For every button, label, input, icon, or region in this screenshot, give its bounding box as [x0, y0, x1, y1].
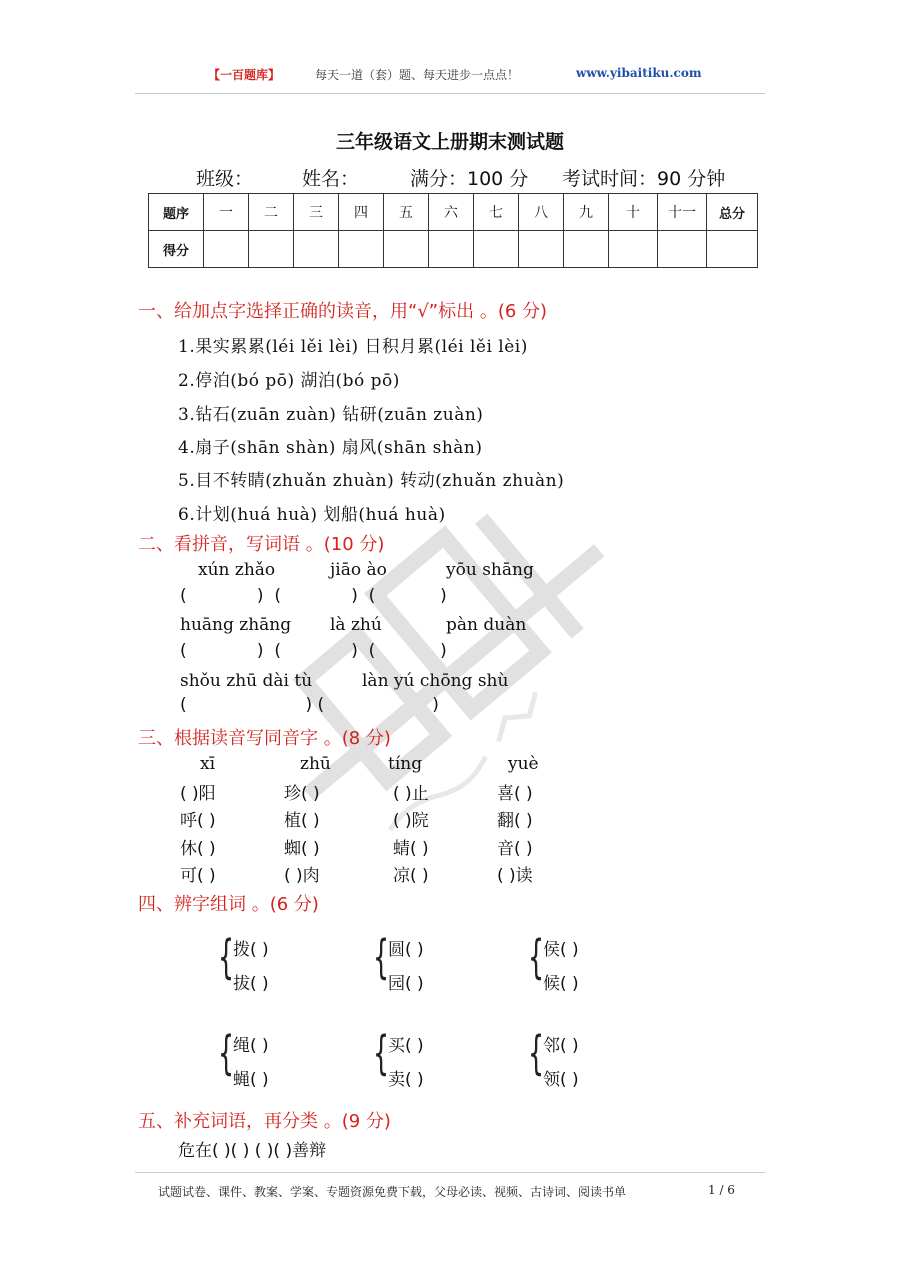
brace-icon: { — [373, 1026, 390, 1080]
s2-pinyin: là zhú — [330, 615, 382, 635]
footer-text: 试题试卷、课件、教案、学案、专题资源免费下载，父母必读、视频、古诗词、阅读书单 — [158, 1185, 627, 1199]
score-table-score-row — [149, 231, 758, 268]
table-col: 十 — [609, 194, 658, 231]
score-cell[interactable] — [429, 231, 474, 268]
s1-line-4: 4.扇子(shān shàn) 扇风(shān shàn) — [178, 438, 483, 458]
name-label: 姓名： — [302, 168, 360, 190]
s2-answer-row[interactable]: ( ) ( ) ( ) — [180, 586, 447, 606]
s2-pinyin: huāng zhāng — [180, 615, 292, 635]
s1-line-1: 1.果实累累(léi lěi lèi) 日积月累(léi lěi lèi) — [178, 337, 528, 357]
s3-item[interactable]: ( )阳 — [180, 784, 216, 804]
brace-icon: { — [528, 930, 545, 984]
s4-item[interactable]: 圆( ) — [388, 940, 424, 960]
s1-line-2: 2.停泊(bó pō) 湖泊(bó pō) — [178, 371, 400, 391]
score-cell[interactable] — [339, 231, 384, 268]
s3-item[interactable]: 凉( ) — [393, 866, 429, 886]
brace-icon: { — [528, 1026, 545, 1080]
score-cell[interactable] — [294, 231, 339, 268]
s5-line-1[interactable]: 危在( )( ) ( )( )善辩 — [178, 1141, 327, 1161]
s3-item[interactable]: ( )院 — [393, 811, 429, 831]
table-col: 四 — [339, 194, 384, 231]
exam-time-label: 考试时间：90 分钟 — [562, 168, 726, 190]
s4-item[interactable]: 领( ) — [543, 1070, 579, 1090]
s3-item[interactable]: 休( ) — [180, 839, 216, 859]
s3-pinyin: yuè — [508, 754, 539, 774]
table-col: 二 — [249, 194, 294, 231]
header-brand: 【一百题库】 — [208, 68, 281, 82]
s4-item[interactable]: 候( ) — [543, 974, 579, 994]
s3-item[interactable]: 可( ) — [180, 866, 216, 886]
section-2-heading: 二、看拼音，写词语 。(10 分) — [138, 534, 385, 555]
s3-pinyin: zhū — [300, 754, 331, 774]
s2-pinyin: shǒu zhū dài tù — [180, 671, 313, 691]
table-col: 六 — [429, 194, 474, 231]
table-col: 七 — [474, 194, 519, 231]
s3-item[interactable]: 蜻( ) — [393, 839, 429, 859]
s3-item[interactable]: 喜( ) — [497, 784, 533, 804]
brace-icon: { — [218, 1026, 235, 1080]
table-label-score: 得分 — [149, 231, 204, 268]
s2-pinyin: xún zhǎo — [198, 560, 276, 580]
s3-item[interactable]: 珍( ) — [284, 784, 320, 804]
s3-item[interactable]: 蜘( ) — [284, 839, 320, 859]
s2-answer-row[interactable]: ( ) ( ) ( ) — [180, 641, 447, 661]
s4-item[interactable]: 卖( ) — [388, 1070, 424, 1090]
s4-item[interactable]: 园( ) — [388, 974, 424, 994]
s2-pinyin: pàn duàn — [446, 615, 527, 635]
s4-item[interactable]: 拔( ) — [233, 974, 269, 994]
header-slogan: 每天一道（套）题、每天进步一点点！ — [315, 68, 520, 82]
header-rule — [135, 93, 765, 94]
s1-line-3: 3.钻石(zuān zuàn) 钻研(zuān zuàn) — [178, 405, 484, 425]
score-cell[interactable] — [384, 231, 429, 268]
score-table — [148, 193, 758, 268]
s3-item[interactable]: 音( ) — [497, 839, 533, 859]
score-cell[interactable] — [564, 231, 609, 268]
score-cell[interactable] — [707, 231, 758, 268]
s2-pinyin: làn yú chōng shù — [362, 671, 509, 691]
s3-item[interactable]: 呼( ) — [180, 811, 216, 831]
full-score-label: 满分：100 分 — [410, 168, 529, 190]
s4-item[interactable]: 侯( ) — [543, 940, 579, 960]
score-cell[interactable] — [474, 231, 519, 268]
table-col: 九 — [564, 194, 609, 231]
s3-item[interactable]: 植( ) — [284, 811, 320, 831]
s2-pinyin: yōu shāng — [446, 560, 534, 580]
table-label-order: 题序 — [149, 194, 204, 231]
brace-icon: { — [373, 930, 390, 984]
table-col: 十一 — [658, 194, 707, 231]
s4-item[interactable]: 邻( ) — [543, 1036, 579, 1056]
s3-item[interactable]: ( )读 — [497, 866, 533, 886]
score-cell[interactable] — [249, 231, 294, 268]
header-url[interactable]: www.yibaitiku.com — [576, 66, 702, 80]
section-5-heading: 五、补充词语，再分类 。(9 分) — [138, 1111, 391, 1132]
page-number: 1 / 6 — [708, 1183, 735, 1197]
table-col: 一 — [204, 194, 249, 231]
table-col: 三 — [294, 194, 339, 231]
s3-pinyin: tíng — [388, 754, 423, 774]
s4-item[interactable]: 绳( ) — [233, 1036, 269, 1056]
class-label: 班级： — [196, 168, 254, 190]
section-3-heading: 三、根据读音写同音字 。(8 分) — [138, 728, 391, 749]
s3-pinyin: xī — [200, 754, 216, 774]
page-title: 三年级语文上册期末测试题 — [335, 131, 564, 153]
s1-line-6: 6.计划(huá huà) 划船(huá huà) — [178, 505, 446, 525]
score-cell[interactable] — [609, 231, 658, 268]
s3-item[interactable]: ( )止 — [393, 784, 429, 804]
table-col: 八 — [519, 194, 564, 231]
s1-line-5: 5.目不转睛(zhuǎn zhuàn) 转动(zhuǎn zhuàn) — [178, 471, 565, 491]
footer-rule — [135, 1172, 765, 1173]
s2-pinyin: jiāo ào — [330, 560, 387, 580]
s3-item[interactable]: 翻( ) — [497, 811, 533, 831]
s4-item[interactable]: 拨( ) — [233, 940, 269, 960]
section-1-heading: 一、给加点字选择正确的读音，用“√”标出 。(6 分) — [138, 301, 548, 322]
s4-item[interactable]: 蝇( ) — [233, 1070, 269, 1090]
score-cell[interactable] — [658, 231, 707, 268]
score-table-header-row — [149, 194, 758, 231]
score-cell[interactable] — [519, 231, 564, 268]
table-col: 五 — [384, 194, 429, 231]
brace-icon: { — [218, 930, 235, 984]
s3-item[interactable]: ( )肉 — [284, 866, 320, 886]
score-cell[interactable] — [204, 231, 249, 268]
s4-item[interactable]: 买( ) — [388, 1036, 424, 1056]
table-label-total: 总分 — [707, 194, 758, 231]
section-4-heading: 四、辨字组词 。(6 分) — [138, 894, 319, 915]
s2-answer-row[interactable]: ( ) ( ) — [180, 695, 439, 715]
